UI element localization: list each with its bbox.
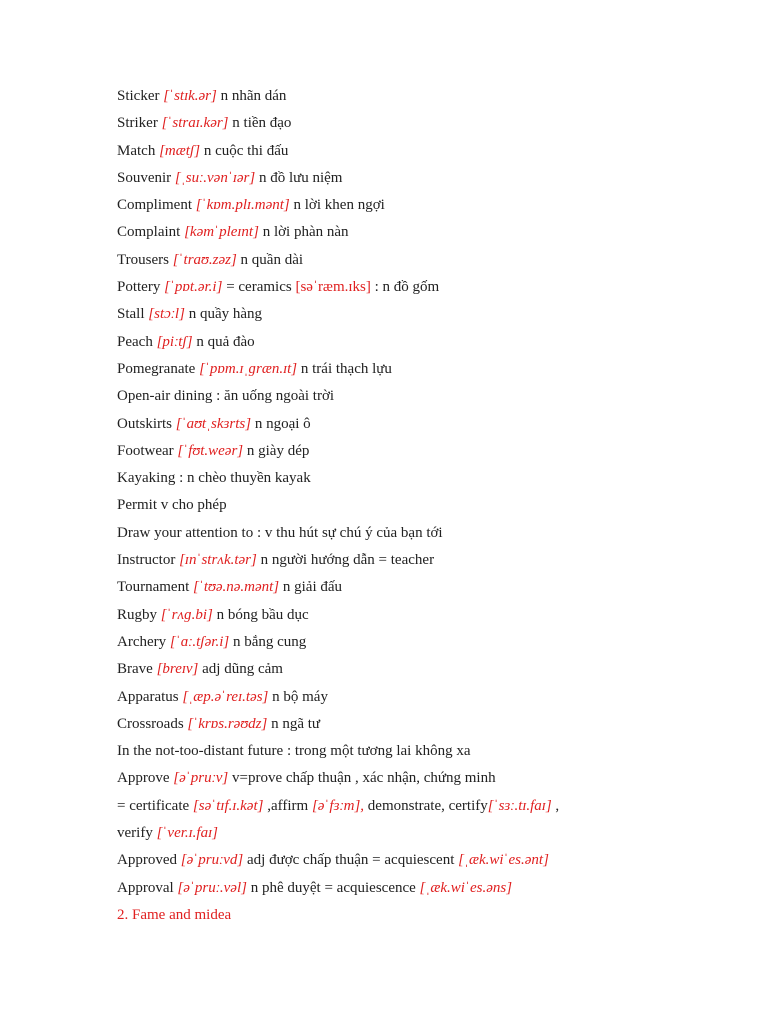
ipa-transcription: [stɔːl] <box>148 306 185 323</box>
ipa-transcription: [ˌæk.wiˈes.ənt] <box>458 852 549 869</box>
vocab-line <box>117 495 737 522</box>
vocab-line <box>117 359 737 386</box>
vocab-line <box>117 796 737 823</box>
ipa-transcription: [ˌæk.wiˈes.əns] <box>419 879 513 896</box>
ipa-transcription: [mætʃ] <box>159 142 201 159</box>
vocab-text: Approval <box>117 879 178 896</box>
ipa-transcription: [ˈkɒm.plɪ.mənt] <box>195 197 290 214</box>
vocab-text: = certificate <box>117 797 193 814</box>
vocab-text: Compliment <box>117 197 196 214</box>
vocab-line <box>117 577 737 604</box>
ipa-transcription: [ˈkrɒs.rəʊdz] <box>187 715 268 732</box>
vocab-text: Striker <box>117 115 162 132</box>
vocab-text: Crossroads <box>117 715 188 732</box>
vocabulary-list <box>117 86 737 932</box>
ipa-transcription: [ˈver.ɪ.faɪ] <box>156 825 218 842</box>
vocab-text: n quả đào <box>192 333 255 350</box>
ipa-transcription: [səˈtɪf.ɪ.kət] <box>192 797 264 814</box>
vocab-text: Brave <box>117 661 157 678</box>
vocab-text: Pomegranate <box>117 360 200 377</box>
vocab-text: n tiền đạo <box>228 115 292 132</box>
ipa-transcription: [əˈfɜːm], <box>311 797 365 814</box>
ipa-transcription: [ˌæp.əˈreɪ.təs] <box>182 688 269 705</box>
vocab-text: = ceramics <box>222 279 296 296</box>
vocab-text: n lời khen ngợi <box>289 197 385 214</box>
vocab-line <box>117 386 737 413</box>
ipa-transcription: [əˈpruː.vəl] <box>177 879 247 896</box>
vocab-line <box>117 550 737 577</box>
ipa-transcription: [ˈɑː.tʃər.i] <box>169 633 230 650</box>
vocab-text: Match <box>117 142 160 159</box>
ipa-transcription: [ˈpɒm.ɪˌɡræn.ɪt] <box>199 360 298 377</box>
vocab-text: Souvenir <box>117 169 175 186</box>
vocab-text: n người hướng dẫn = teacher <box>256 552 435 569</box>
vocab-text: n ngoại ô <box>251 415 311 432</box>
ipa-transcription: [breɪv] <box>156 661 199 678</box>
vocab-text: n trái thạch lựu <box>297 360 392 377</box>
vocab-line <box>117 468 737 495</box>
vocab-text: Trousers <box>117 251 173 268</box>
vocab-line <box>117 441 737 468</box>
vocab-line <box>117 878 737 905</box>
vocab-line <box>117 605 737 632</box>
ipa-transcription: [ˌsuː.vənˈɪər] <box>174 169 256 186</box>
vocab-line <box>117 168 737 195</box>
vocab-text: Approved <box>117 852 181 869</box>
ipa-transcription: [səˈræm.ɪks] <box>295 279 371 296</box>
ipa-transcription: [əˈpruːv] <box>173 770 229 787</box>
ipa-transcription: [ˈpɒt.ər.i] <box>164 279 223 296</box>
vocab-line <box>117 113 737 140</box>
vocab-line <box>117 332 737 359</box>
vocab-text: Stall <box>117 306 149 323</box>
vocab-text: Pottery <box>117 279 165 296</box>
vocab-text: n nhãn dán <box>216 88 287 104</box>
vocab-text: n quầy hàng <box>184 306 263 323</box>
vocab-text: Outskirts <box>117 415 176 432</box>
vocab-text: Kayaking : n chèo thuyền kayak <box>117 470 311 487</box>
vocab-text: adj dũng cảm <box>198 661 283 678</box>
vocab-text: Apparatus <box>117 688 183 705</box>
vocab-text: n bắng cung <box>229 633 307 650</box>
vocab-text: n phê duyệt = acquiescence <box>246 879 420 896</box>
vocab-line <box>117 768 737 795</box>
vocab-text: Open-air dining : ăn uống ngoài trời <box>117 388 335 405</box>
vocab-line <box>117 250 737 277</box>
ipa-transcription: [əˈpruːvd] <box>180 852 244 869</box>
vocab-text: n cuộc thi đấu <box>200 142 289 159</box>
vocab-line <box>117 823 737 850</box>
vocab-text: In the not-too-distant future : trong một tương lai không xa <box>117 743 471 760</box>
ipa-transcription: [ˈstɪk.ər] <box>163 88 217 104</box>
vocab-text: : n đồ gốm <box>370 279 440 296</box>
vocab-text: verify <box>117 825 157 842</box>
vocab-text: Footwear <box>117 442 178 459</box>
vocab-text: Archery <box>117 633 170 650</box>
vocab-text: Complaint <box>117 224 185 241</box>
ipa-transcription: [ˈtraʊ.zəz] <box>172 251 237 268</box>
vocab-text: v=prove chấp thuận , xác nhận, chứng minh <box>228 770 496 787</box>
vocab-line <box>117 714 737 741</box>
vocab-text: n giải đấu <box>279 579 343 596</box>
vocab-text: demonstrate, certify <box>364 797 488 814</box>
vocab-line <box>117 687 737 714</box>
vocab-text: Approve <box>117 770 174 787</box>
ipa-transcription: [ˈrʌɡ.bi] <box>160 606 213 623</box>
vocab-line <box>117 222 737 249</box>
vocab-text: n giày dép <box>243 442 310 459</box>
vocab-text: adj được chấp thuận = acquiescent <box>243 852 459 869</box>
vocab-line <box>117 523 737 550</box>
vocab-text: n quần dài <box>236 251 304 268</box>
vocab-line <box>117 277 737 304</box>
vocab-text: n lời phàn nàn <box>258 224 349 241</box>
ipa-transcription: [kəmˈpleɪnt] <box>184 224 259 241</box>
section-heading-text: 2. Fame and midea <box>117 906 232 923</box>
vocab-text: n bộ máy <box>268 688 328 705</box>
vocab-text: Draw your attention to : v thu hút sự chú ý của bạn tới <box>117 524 443 541</box>
vocab-text: n đồ lưu niệm <box>255 169 343 186</box>
vocab-text: ,affirm <box>263 797 312 814</box>
vocab-line <box>117 141 737 168</box>
vocab-line <box>117 632 737 659</box>
ipa-transcription: [ɪnˈstrʌk.tər] <box>179 552 257 569</box>
vocab-line <box>117 741 737 768</box>
vocab-text: n ngã tư <box>267 715 321 732</box>
vocab-line <box>117 659 737 686</box>
vocab-text: Instructor <box>117 552 180 569</box>
vocab-text: , <box>551 797 560 814</box>
vocab-line <box>117 414 737 441</box>
vocab-text: Peach <box>117 333 157 350</box>
section-heading <box>117 905 737 932</box>
ipa-transcription: [piːtʃ] <box>156 333 193 350</box>
vocab-text: Tournament <box>117 579 194 596</box>
vocab-text: Permit v cho phép <box>117 497 227 514</box>
vocab-text: Sticker <box>117 88 164 104</box>
ipa-transcription: [ˈfʊt.weər] <box>177 442 244 459</box>
ipa-transcription: [ˈsɜː.tɪ.faɪ] <box>487 797 552 814</box>
ipa-transcription: [ˈstraɪ.kər] <box>161 115 229 132</box>
vocab-text: Rugby <box>117 606 161 623</box>
vocab-line <box>117 195 737 222</box>
vocab-line <box>117 304 737 331</box>
ipa-transcription: [ˈaʊtˌskɜrts] <box>175 415 252 432</box>
vocab-line <box>117 850 737 877</box>
vocab-line <box>117 86 737 113</box>
ipa-transcription: [ˈtʊə.nə.mənt] <box>193 579 280 596</box>
vocab-text: n bóng bầu dục <box>212 606 309 623</box>
